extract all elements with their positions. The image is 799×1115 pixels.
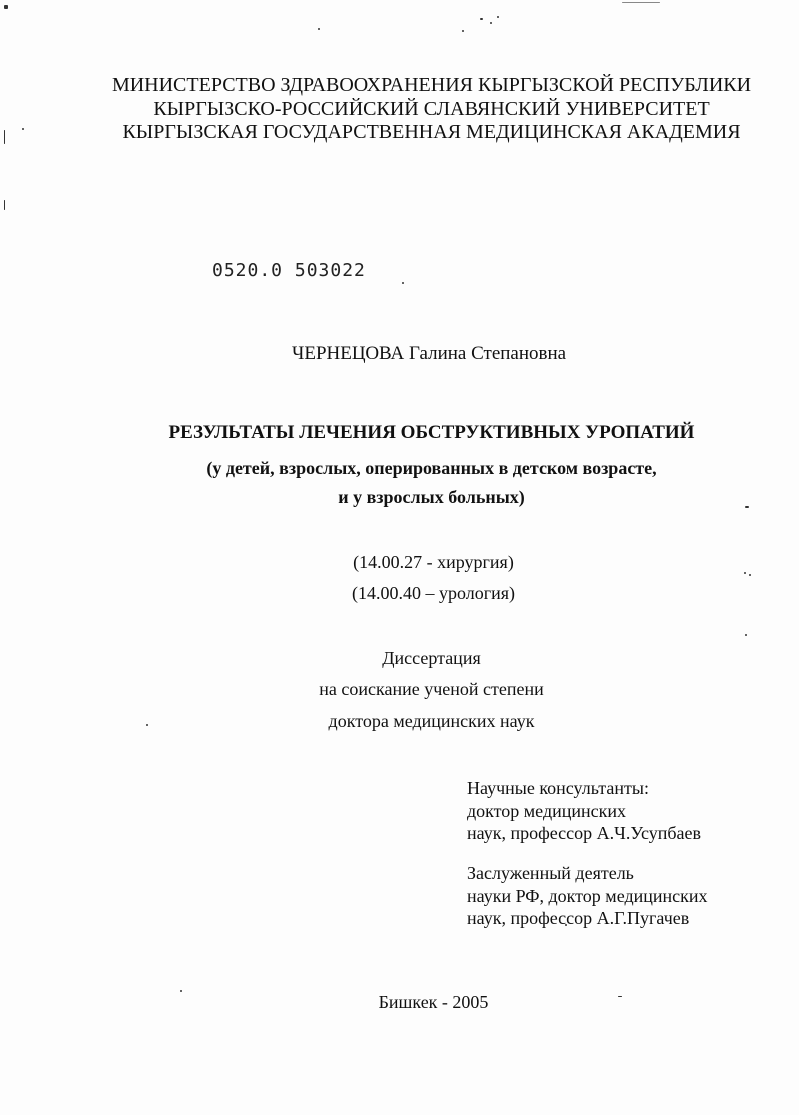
thesis-subtitle-line1: (у детей, взрослых, оперированных в детском возрасте,: [206, 458, 657, 478]
scan-speck: [462, 30, 464, 32]
city-year: Бишкек - 2005: [378, 992, 489, 1012]
consultant-2-honor: Заслуженный деятель: [467, 863, 634, 883]
degree-name: доктора медицинских наук: [328, 711, 535, 731]
consultants-heading: Научные консультанты:: [467, 778, 649, 798]
specialty-surgery: (14.00.27 - хирургия): [353, 552, 514, 572]
author-name: ЧЕРНЕЦОВА Галина Степановна: [292, 343, 567, 364]
scan-speck: [22, 128, 24, 130]
scan-speck: [4, 5, 8, 9]
scan-speck: [745, 634, 747, 636]
consultant-1-name: наук, профессор А.Ч.Усупбаев: [467, 823, 701, 843]
document-type: Диссертация: [382, 648, 481, 668]
academy-heading: КЫРГЫЗСКАЯ ГОСУДАРСТВЕННАЯ МЕДИЦИНСКАЯ АКАДЕМИЯ: [122, 121, 741, 143]
ministry-heading: МИНИСТЕРСТВО ЗДРАВООХРАНЕНИЯ КЫРГЫЗСКОЙ РЕСПУБЛИКИ: [111, 74, 752, 96]
consultant-2-degree: науки РФ, доктор медицинских: [467, 886, 708, 906]
degree-purpose: на соискание ученой степени: [319, 679, 544, 699]
thesis-subtitle-line2: и у взрослых больных): [338, 487, 525, 507]
consultant-2-name: наук, профессор А.Г.Пугачев: [467, 908, 690, 928]
scan-speck: [480, 18, 483, 20]
scan-speck: [4, 130, 5, 144]
scan-speck: [497, 16, 499, 18]
scan-speck: [318, 28, 320, 30]
specialty-urology: (14.00.40 – урология): [351, 583, 516, 603]
scan-speck: [4, 200, 5, 210]
scan-speck: [749, 574, 751, 576]
scan-speck: [490, 22, 492, 24]
registration-code: 0520.0 503022: [212, 260, 366, 281]
university-heading: КЫРГЫЗСКО-РОССИЙСКИЙ СЛАВЯНСКИЙ УНИВЕРСИТЕТ: [153, 98, 710, 120]
thesis-title: РЕЗУЛЬТАТЫ ЛЕЧЕНИЯ ОБСТРУКТИВНЫХ УРОПАТИЙ: [168, 422, 695, 443]
scan-speck: [402, 282, 404, 284]
scan-speck: [622, 2, 660, 3]
consultant-1-degree: доктор медицинских: [467, 801, 626, 821]
